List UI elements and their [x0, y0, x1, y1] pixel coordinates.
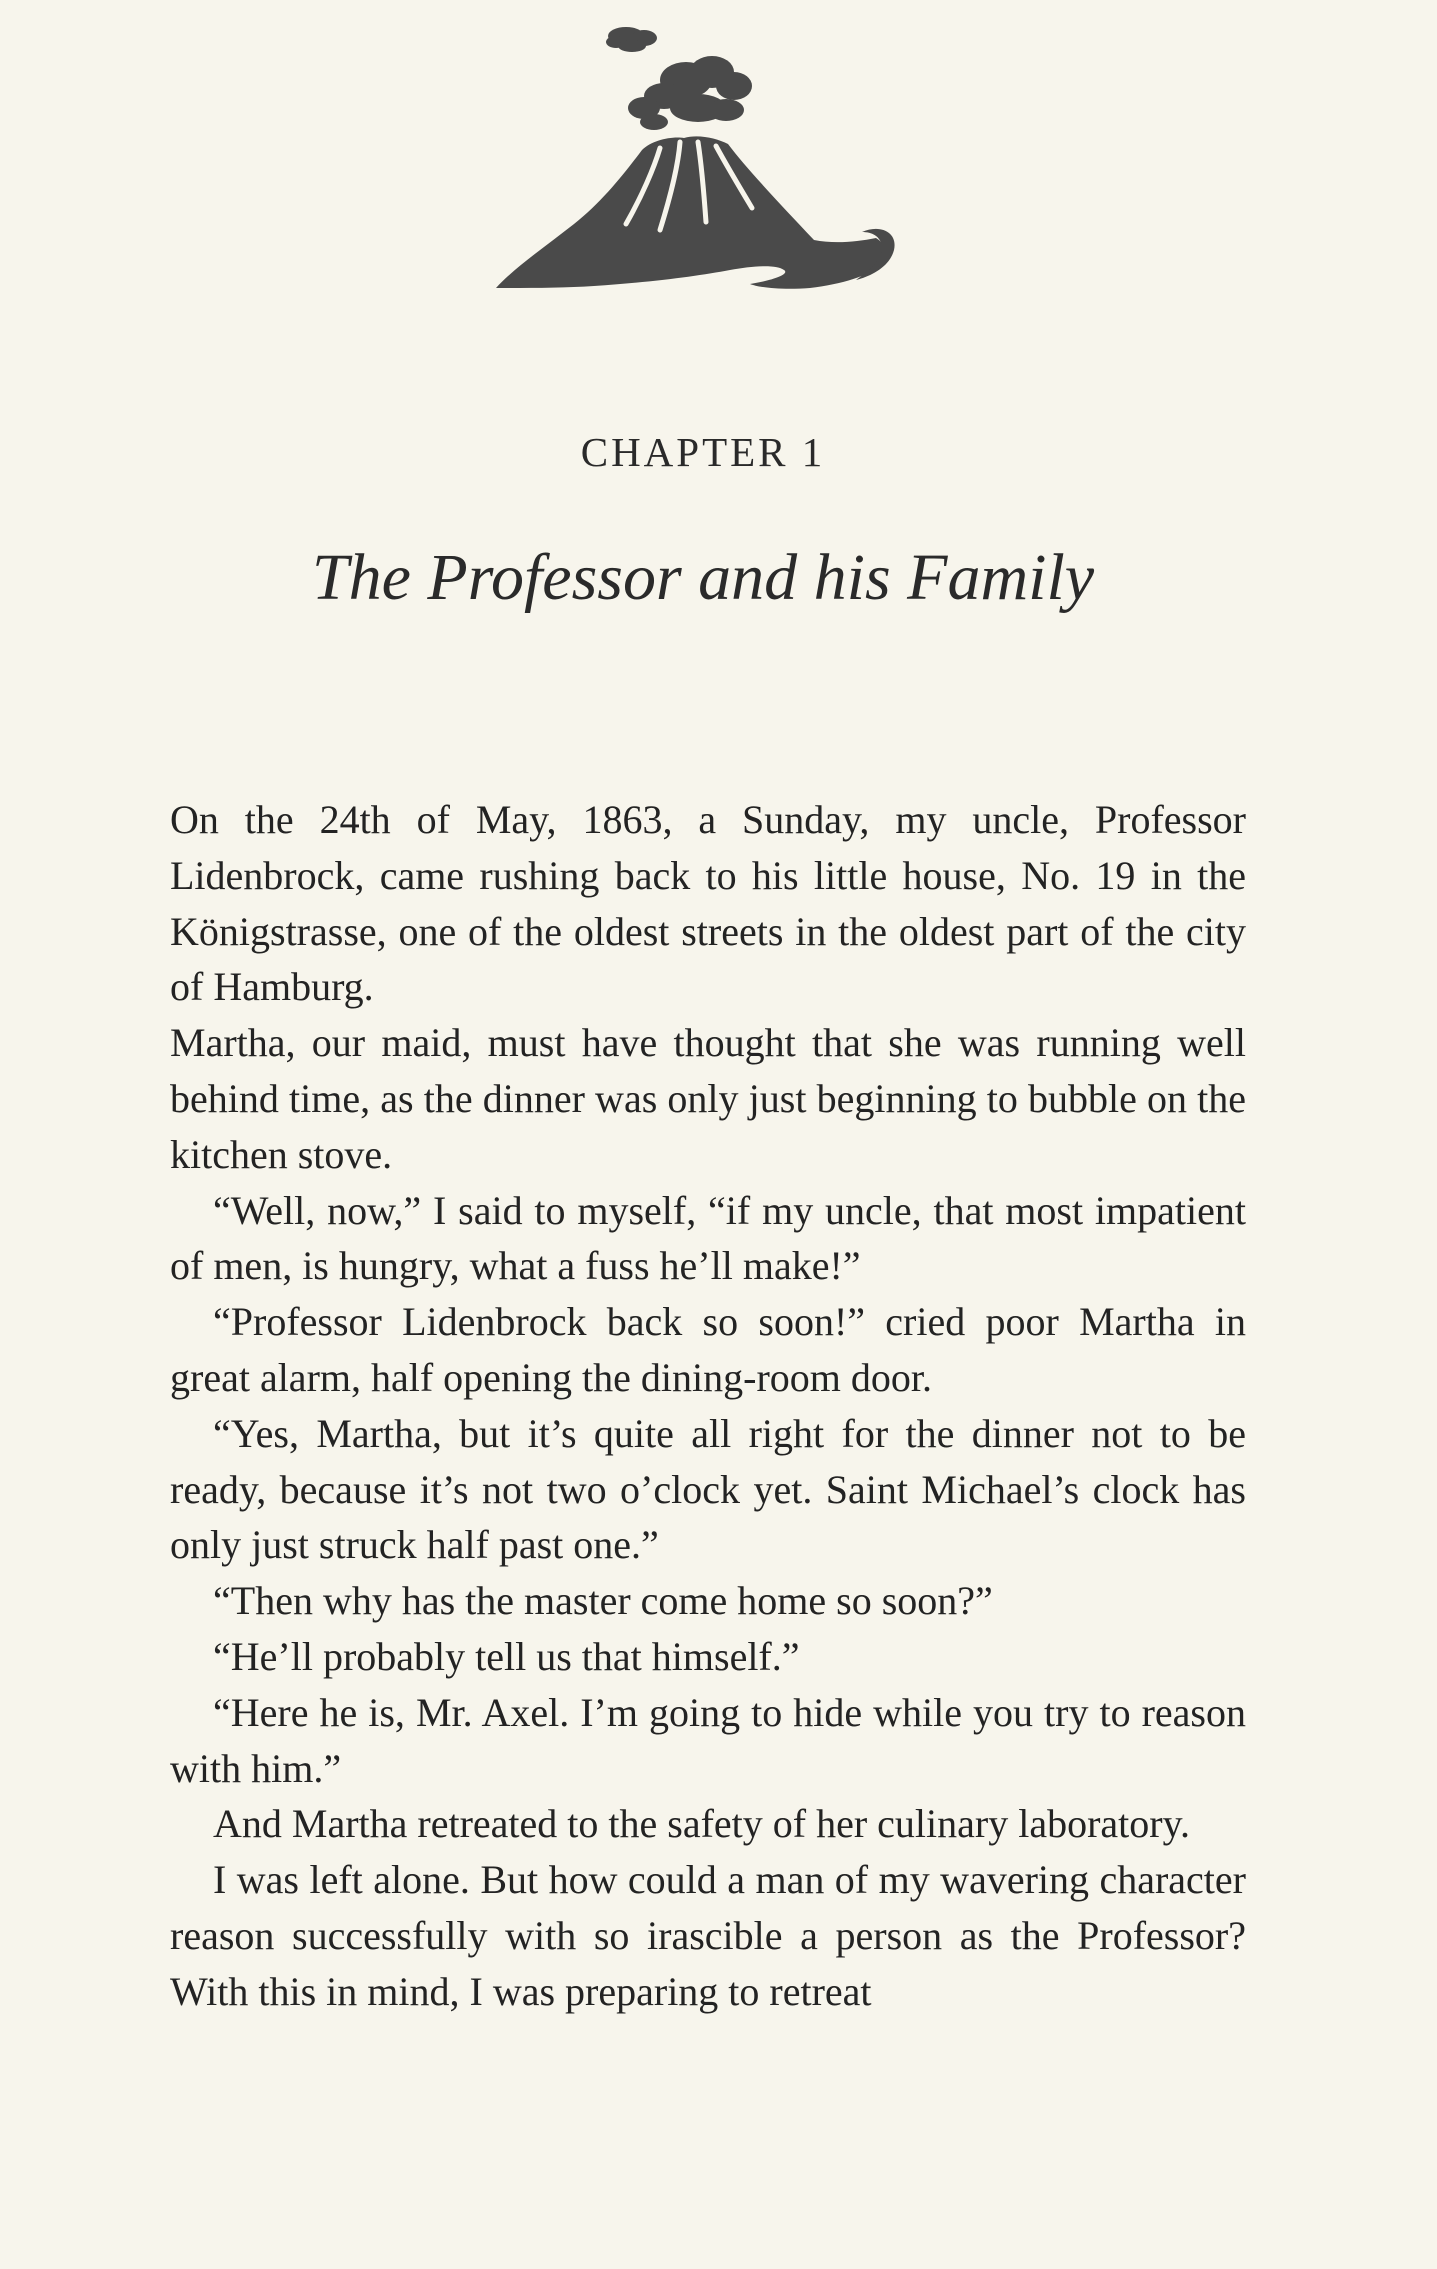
chapter-title: The Professor and his Family	[311, 541, 1095, 614]
paragraph: “Professor Lidenbrock back so soon!” cried poor Martha in great alarm, half opening the dining-room door.	[170, 1299, 1246, 1400]
chapter-body	[170, 792, 1246, 2020]
paragraph: “He’ll probably tell us that himself.”	[213, 1633, 800, 1679]
paragraph: I was left alone. But how could a man of my wavering character reason successfully with so irascible a person as the Professor? With this in mind, I was preparing to retreat	[170, 1857, 1246, 2014]
paragraph: “Well, now,” I said to myself, “if my uncle, that most impatient of men, is hungry, what a fuss he’ll make!”	[170, 1187, 1246, 1289]
paragraph: On the 24th of May, 1863, a Sunday, my uncle, Professor Lidenbrock, came rushing back to his little house, No. 19 in the Königstrasse, one of the oldest streets in the oldest part of the city of Hamburg.	[170, 797, 1246, 1010]
volcano-icon	[484, 18, 904, 308]
chapter-number: CHAPTER 1	[580, 429, 826, 475]
paragraph: “Then why has the master come home so soon?”	[213, 1578, 993, 1624]
paragraph: Martha, our maid, must have thought that she was running well behind time, as the dinner was only just beginning to bubble on the kitchen stove.	[170, 1020, 1246, 1177]
paragraph: “Here he is, Mr. Axel. I’m going to hide while you try to reason with him.”	[170, 1689, 1246, 1791]
paragraph: “Yes, Martha, but it’s quite all right for the dinner not to be ready, because it’s not two o’clock yet. Saint Michael’s clock has only just struck half past one.”	[170, 1410, 1246, 1568]
paragraph: And Martha retreated to the safety of her culinary laboratory.	[213, 1801, 1190, 1847]
